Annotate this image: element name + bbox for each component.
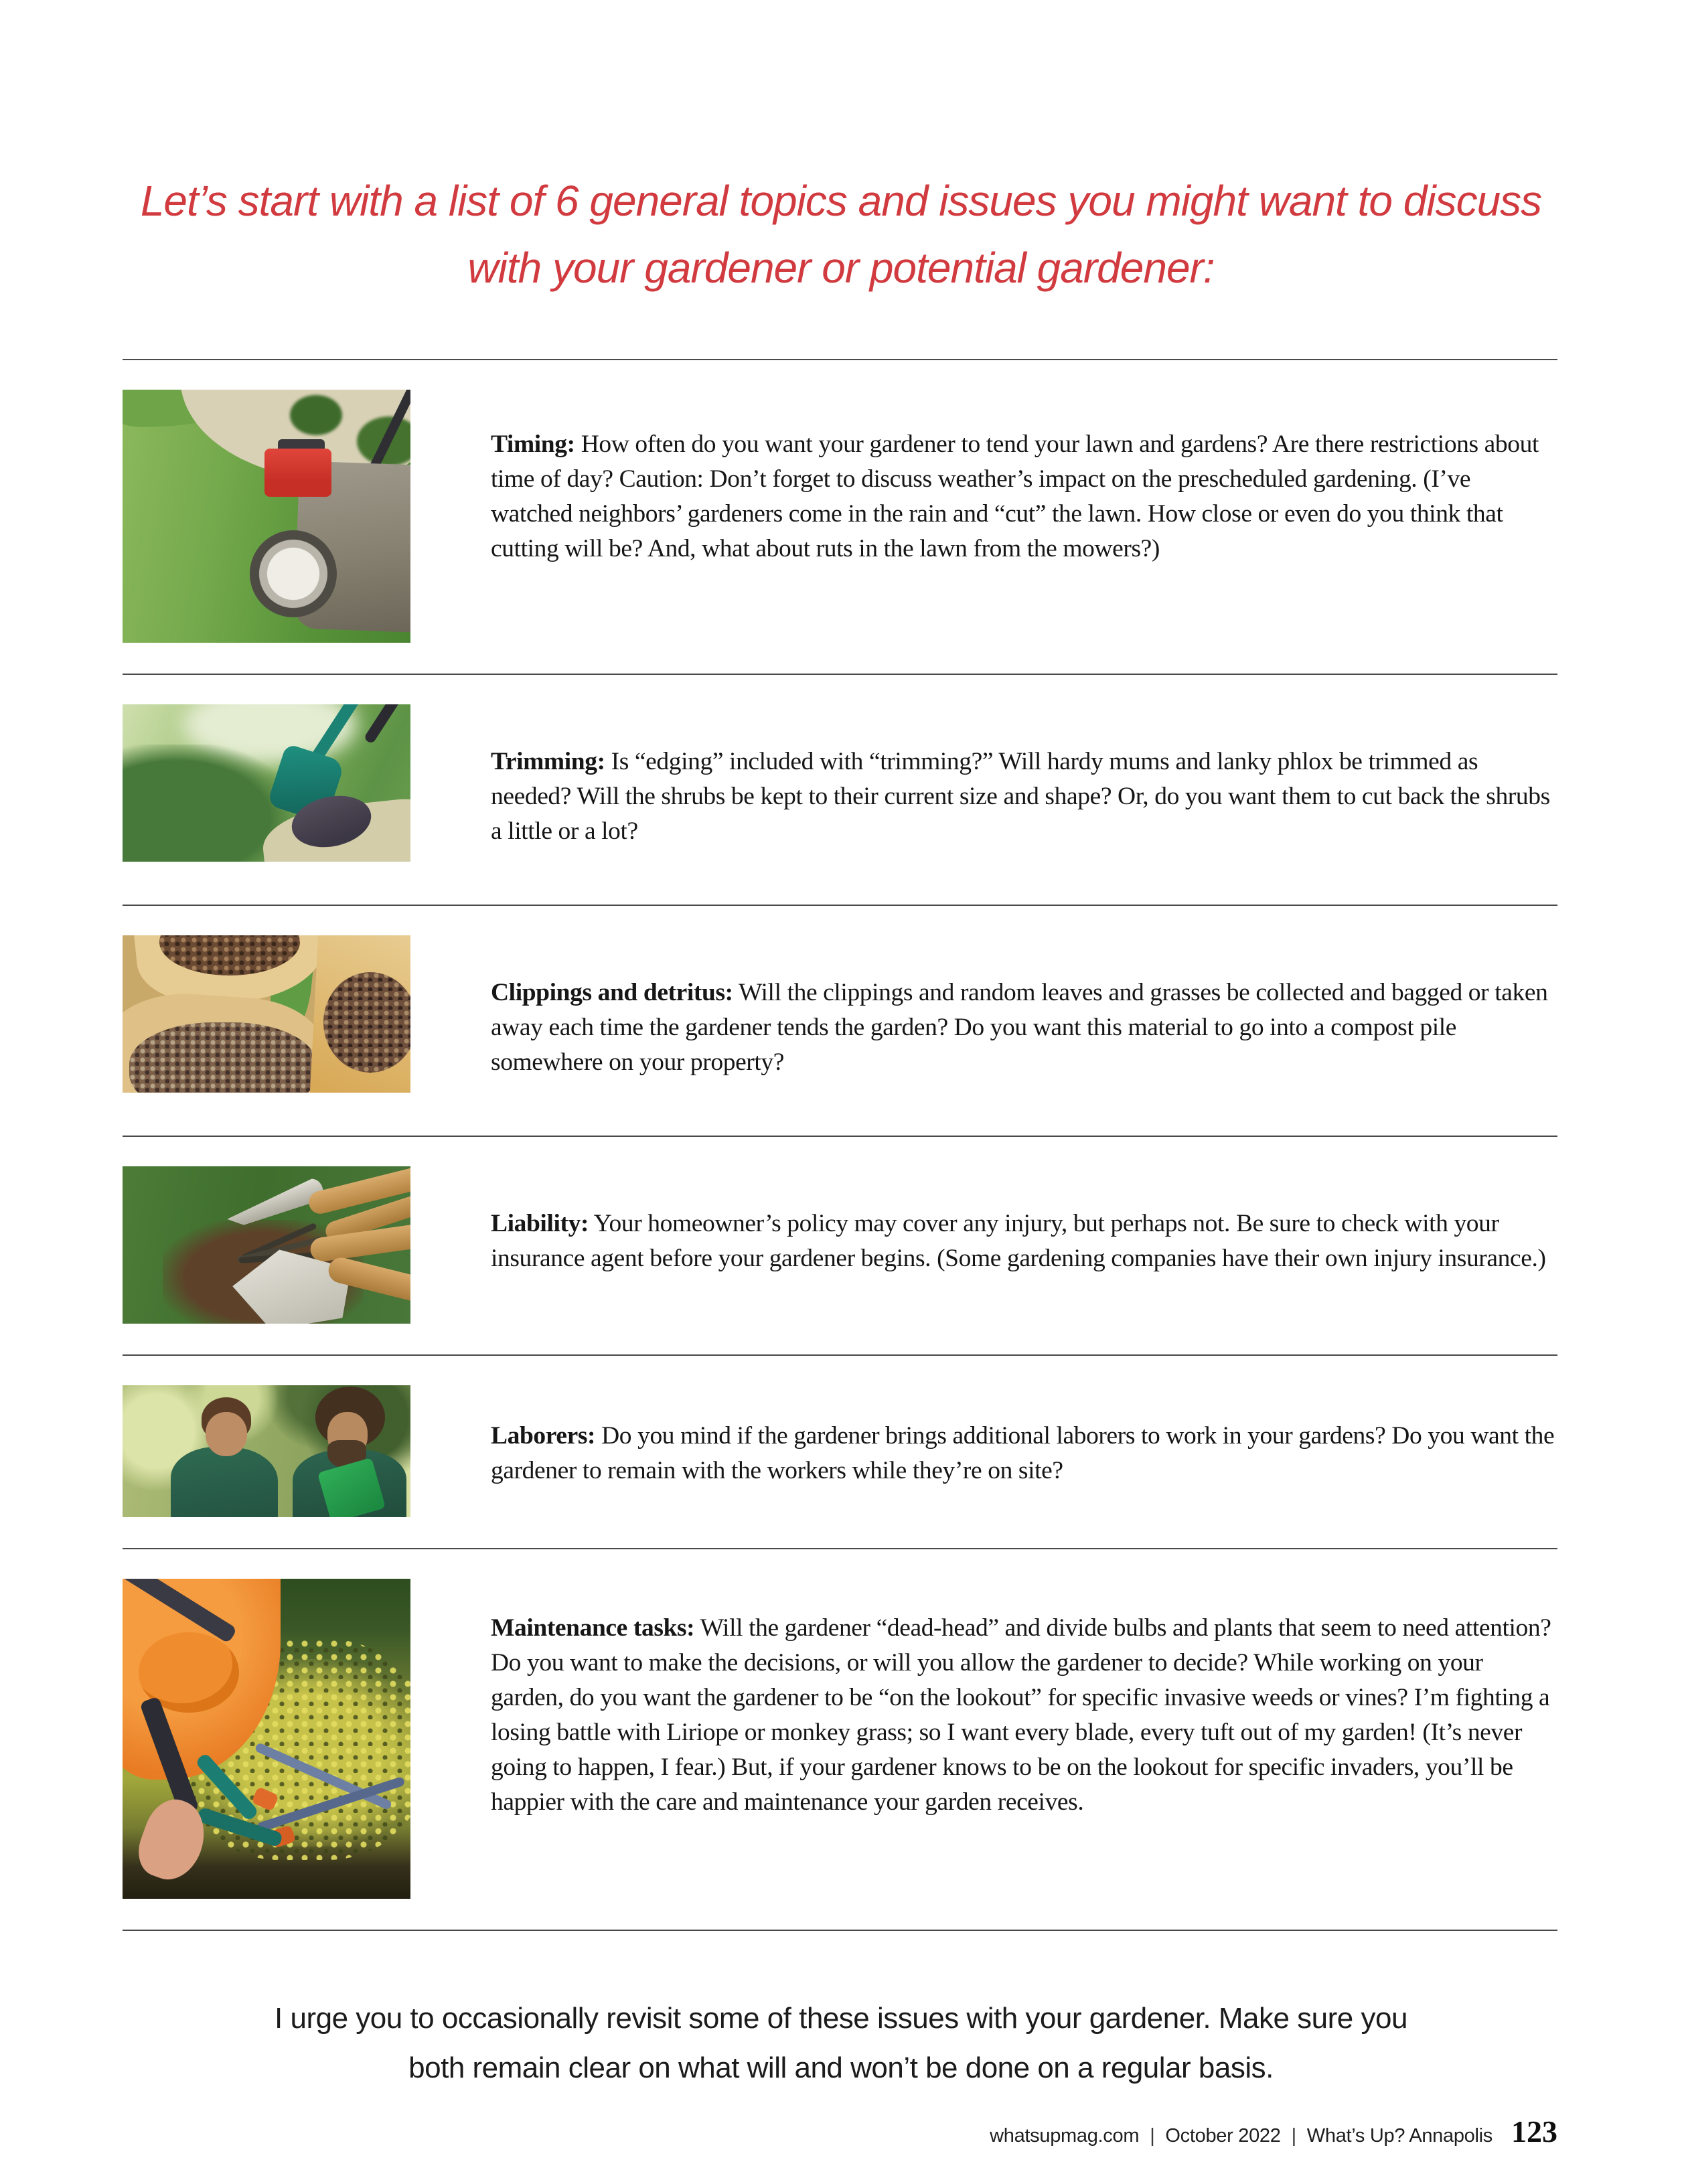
section-label: Timing [491,430,567,458]
photo-shape [129,1022,317,1093]
label-colon: : [724,978,733,1006]
section-body: Your homeowner’s policy may cover any injury, but perhaps not. Be sure to check with your insurance agent before your gardener begins. (Some gardening companies have their own injury insurance.) [491,1209,1546,1272]
section-trimming [123,675,1557,905]
section-label: Laborers [491,1421,588,1450]
label-colon: : [597,747,605,775]
string-trimmer-photo [123,704,410,862]
section-text [491,1604,1557,1820]
lawn-mower-photo [123,390,410,643]
section-maintenance [123,1549,1557,1930]
label-colon: : [686,1614,695,1642]
hedge-shears-photo [123,1579,410,1899]
section-body: Is “edging” included with “trimming?” Will hardy mums and lanky phlox be trimmed as needed? Will the shrubs be kept to their current size and shape? Or, do you want them to cut back the shrubs a little or a lot? [491,747,1550,845]
page-number: 123 [1511,2114,1557,2149]
topics-list [123,359,1557,1931]
section-text [491,415,1557,566]
section-label: Liability [491,1209,581,1237]
section-label: Clippings and detritus [491,978,725,1006]
section-label: Maintenance tasks [491,1614,687,1642]
footer-website: whatsupmag.com [990,2125,1140,2147]
section-body: Will the clippings and random leaves and grasses be collected and bagged or taken away each time the gardener tends the garden? Do you want this material to go into a compost pile somewhere on your property? [491,978,1548,1076]
page-title: Let’s start with a list of 6 general topics and issues you might want to discuss with your gardener or potential gardener: [140,177,1542,292]
section-timing [123,360,1557,674]
footer-issue: October 2022 [1165,2125,1281,2147]
section-liability [123,1137,1557,1354]
section-body: How often do you want your gardener to tend your lawn and gardens? Are there restrictions about time of day? Caution: Don’t forget to discuss weather’s impact on the prescheduled gardening. (I’ve watched neighbors’ gardeners come in the rain and “cut” the lawn. How close or even do you think that cutting will be? And, what about ruts in the lawn from the mowers?) [491,430,1539,562]
label-colon: : [587,1421,596,1450]
closing-note: I urge you to occasionally revisit some of these issues with your gardener. Make sure you both remain clear on what will and won’t be done on a regular basis. [275,2002,1407,2084]
section-text [491,1411,1557,1488]
section-label: Trimming [491,747,597,775]
garden-tools-photo [123,1166,410,1324]
photo-shape [206,1412,247,1456]
label-colon: : [580,1209,589,1237]
section-clippings [123,906,1557,1136]
label-colon: : [566,430,575,458]
photo-shape [171,1447,278,1517]
page-footer [990,2114,1557,2149]
section-laborers [123,1356,1557,1548]
section-text [491,961,1557,1080]
section-body: Will the gardener “dead-head” and divide bulbs and plants that seem to need attention? Do you want to make the decisions, or will you allow the gardener to decide? While working on your garden, do you want the gardener to be “on the lookout” for specific invasive weeds or vines? I’m fighting a losing battle with Liriope or monkey grass; so I want every blade, every tuft out of my garden! (It’s never going to happen, I fear.) But, if your gardener knows to be on the lookout for specific invaders, you’ll be happier with the care and maintenance your garden receives. [491,1614,1551,1816]
photo-shape [364,704,402,745]
section-text [491,730,1557,849]
footer-publication: What’s Up? Annapolis [1306,2125,1493,2147]
photo-shape [323,972,410,1073]
photo-shape [264,449,331,497]
footer-divider: | [1291,2125,1296,2147]
section-divider [123,1930,1557,1931]
section-body: Do you mind if the gardener brings additional laborers to work in your gardens? Do you want the gardener to remain with the workers while they’re on site? [491,1421,1555,1484]
photo-shape [250,530,337,617]
photo-shape [290,395,342,435]
footer-divider: | [1150,2125,1155,2147]
gardeners-talking-photo [123,1385,410,1517]
clippings-bags-photo [123,935,410,1093]
section-text [491,1192,1557,1276]
